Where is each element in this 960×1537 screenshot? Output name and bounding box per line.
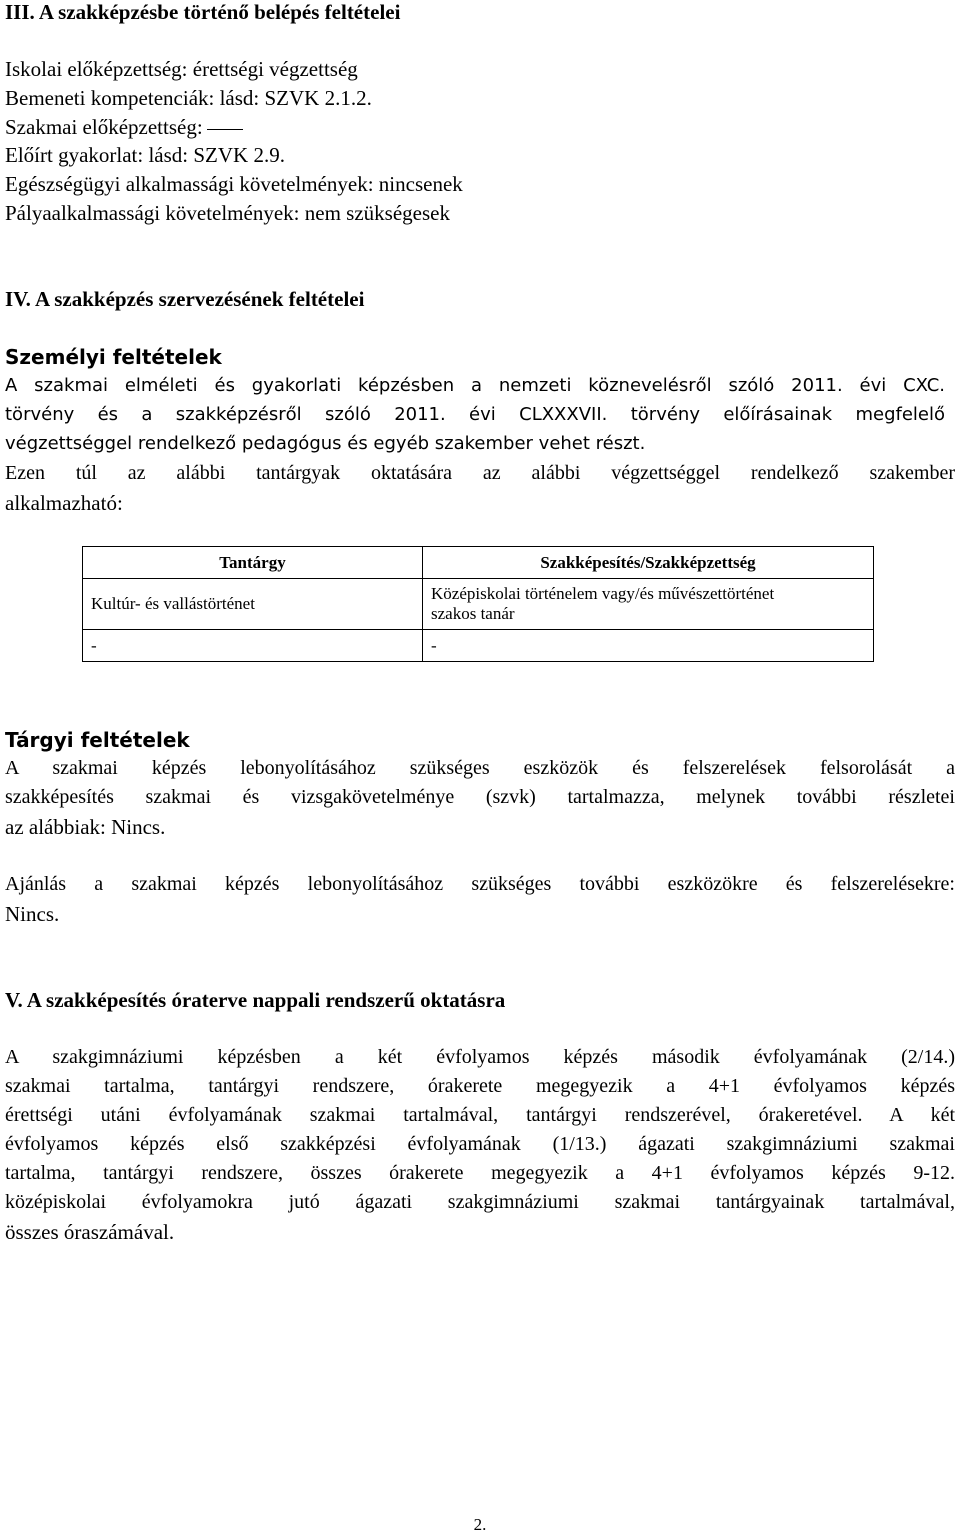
paragraph-line: középiskolai évfolyamokra jutó ágazati szakgimnáziumi szakmai tantárgyainak tartalmával,: [5, 1191, 955, 1213]
paragraph-line: alkalmazható:: [5, 491, 123, 515]
paragraph-line: az alábbiak: Nincs.: [5, 815, 166, 839]
prerequisite-line: Előírt gyakorlat: lásd: SZVK 2.9.: [5, 143, 285, 167]
table-cell: Kultúr- és vallástörténet: [83, 579, 423, 630]
prerequisite-line: Pályaalkalmassági követelmények: nem szükségesek: [5, 201, 450, 225]
paragraph-line: A szakmai elméleti és gyakorlati képzésben a nemzeti köznevelésről szóló 2011. évi CXC.: [5, 375, 945, 396]
table-row: [83, 630, 874, 662]
table-row: [83, 579, 874, 630]
paragraph-line: Ezen túl az alábbi tantárgyak oktatására az alábbi végzettséggel rendelkező szakember: [5, 462, 955, 484]
material-conditions-title: Tárgyi feltételek: [5, 728, 190, 752]
prerequisite-line: Bemeneti kompetenciák: lásd: SZVK 2.1.2.: [5, 86, 372, 110]
paragraph-line: törvény és a szakképzésről szóló 2011. évi CLXXXVII. törvény előírásainak megfelelő: [5, 404, 945, 425]
table-cell: [423, 579, 874, 630]
dash-line: [207, 129, 243, 130]
paragraph-line: A szakmai képzés lebonyolításához szükséges eszközök és felszerelések felsorolását a: [5, 757, 955, 779]
table-cell: -: [423, 630, 874, 662]
paragraph-line: évfolyamos képzés első szakképzési évfolyamának (1/13.) ágazati szakgimnáziumi szakmai: [5, 1133, 955, 1155]
table-cell: -: [83, 630, 423, 662]
paragraph-line: érettségi utáni évfolyamának szakmai tartalmával, tantárgyi rendszerével, órakeretével. A két: [5, 1104, 955, 1126]
paragraph-line: végzettséggel rendelkező pedagógus és egyéb szakember vehet részt.: [5, 433, 646, 454]
paragraph-line: Ajánlás a szakmai képzés lebonyolításához szükséges további eszközökre és felszerelésekre:: [5, 873, 955, 895]
subject-qualification-table: [82, 546, 874, 662]
section-4-heading: IV. A szakképzés szervezésének feltételei: [5, 287, 365, 311]
table-cell-line: Középiskolai történelem vagy/és művészettörténet: [431, 584, 775, 603]
paragraph-line: összes óraszámával.: [5, 1220, 175, 1244]
prerequisite-line: Szakmai előképzettség:: [5, 115, 243, 140]
paragraph-line: tartalma, tantárgyi rendszere, összes órakerete megegyezik a 4+1 évfolyamos képzés 9-12.: [5, 1162, 955, 1184]
section-5-heading: V. A szakképesítés óraterve nappali rendszerű oktatásra: [5, 988, 506, 1012]
table-header-row: [83, 547, 874, 579]
paragraph-line: A szakgimnáziumi képzésben a két évfolyamos képzés második évfolyamának (2/14.): [5, 1046, 955, 1068]
page-number: 2.: [473, 1515, 487, 1534]
section-3-heading: III. A szakképzésbe történő belépés feltételei: [5, 0, 401, 24]
paragraph-line: szakmai tartalma, tantárgyi rendszere, órakerete megegyezik a 4+1 évfolyamos képzés: [5, 1075, 955, 1097]
table-header-cell: Tantárgy: [83, 547, 423, 579]
table-cell-line: szakos tanár: [431, 604, 515, 623]
paragraph-line: Nincs.: [5, 902, 60, 926]
prerequisite-line: Egészségügyi alkalmassági követelmények: nincsenek: [5, 172, 463, 196]
paragraph-line: szakképesítés szakmai és vizsgakövetelménye (szvk) tartalmazza, melynek további részletei: [5, 786, 955, 808]
prerequisite-line: Iskolai előképzettség: érettségi végzettség: [5, 57, 358, 81]
table-header-cell: Szakképesítés/Szakképzettség: [423, 547, 874, 579]
personal-conditions-title: Személyi feltételek: [5, 345, 222, 369]
